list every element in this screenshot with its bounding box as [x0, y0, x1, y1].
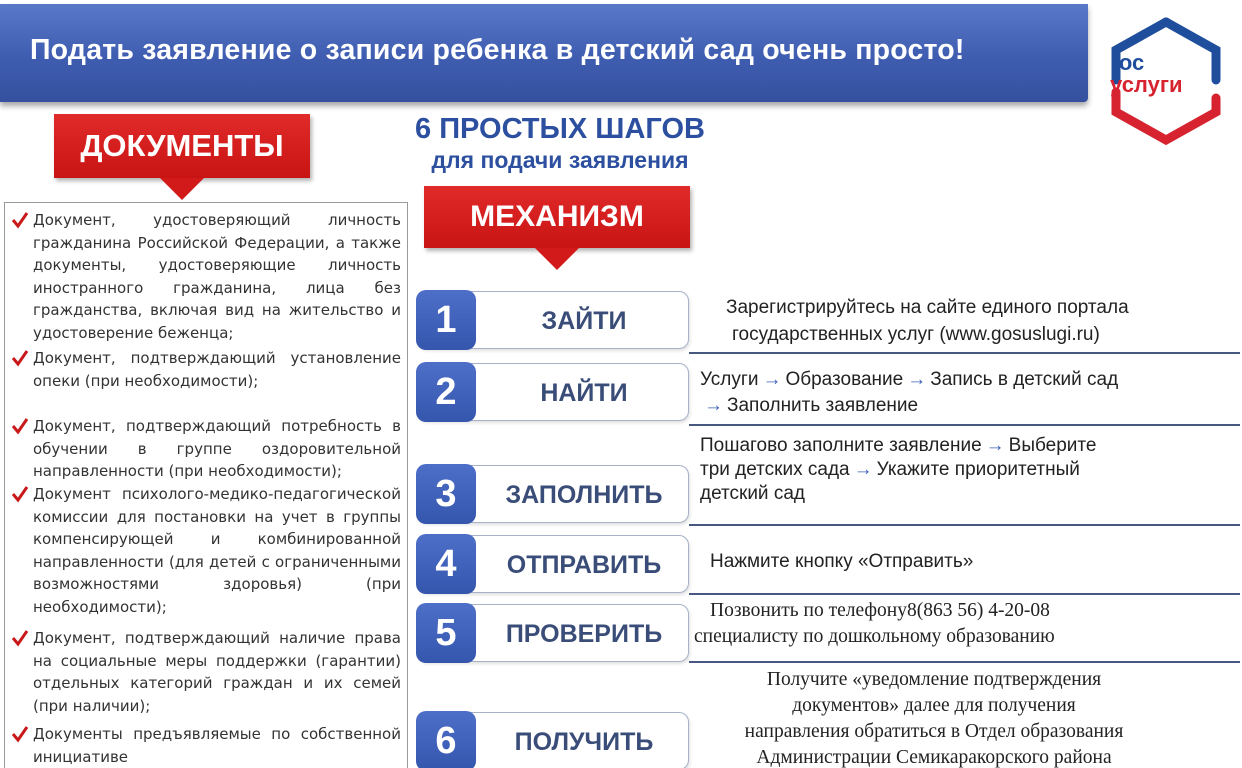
divider	[689, 593, 1240, 595]
arrow-right-icon: →	[985, 435, 1005, 456]
checkmark-icon	[11, 349, 29, 367]
mechanism-label: МЕХАНИЗМ	[424, 186, 690, 248]
step-name: ЗАЙТИ	[541, 307, 627, 335]
step-name: ОТПРАВИТЬ	[506, 551, 662, 579]
arrow-right-icon: →	[907, 369, 927, 390]
step-4	[417, 535, 689, 593]
arrow-down-icon	[160, 178, 204, 200]
divider	[689, 424, 1240, 426]
step-1-desc: Зарегистрируйтесь на сайте единого портала государственных услуг (www.gosuslugi.ru)	[726, 297, 1129, 345]
step-5-desc: Позвонить по телефону8(863 56) 4-20-08 специалисту по дошкольному образованию	[694, 600, 1055, 647]
step-number: 6	[416, 711, 476, 768]
list-item: Документ, подтверждающий наличие права на социальные меры поддержки (гарантии) отдельных категорий граждан и их семей (при наличии);	[13, 627, 401, 717]
list-item: Документ, подтверждающий установление опеки (при необходимости);	[13, 347, 401, 392]
list-item: Документы предъявляемые по собственной инициативе	[13, 723, 401, 768]
checkmark-icon	[11, 725, 29, 743]
arrow-right-icon: →	[762, 369, 782, 390]
page-title: Подать заявление о записи ребенка в детский сад очень просто!	[30, 34, 965, 66]
step-name: ЗАПОЛНИТЬ	[505, 481, 663, 509]
step-4-desc: Нажмите кнопку «Отправить»	[710, 551, 974, 572]
documents-list	[4, 202, 408, 768]
step-number: 4	[416, 534, 476, 594]
list-item: Документ, подтверждающий потребность в обучении в группе оздоровительной направленности (при необходимости);	[13, 415, 401, 483]
step-number: 2	[416, 362, 476, 422]
step-number: 5	[416, 603, 476, 663]
six-steps-heading: 6 ПРОСТЫХ ШАГОВ для подачи заявления	[415, 113, 705, 173]
divider	[689, 352, 1240, 354]
divider	[689, 661, 1240, 663]
step-5	[417, 604, 689, 662]
step-number: 1	[416, 290, 476, 350]
step-3	[417, 465, 689, 523]
step-name: ПОЛУЧИТЬ	[514, 728, 654, 756]
list-item: Документ психолого-медико-педагогической комиссии для постановки на учет в группы компенсирующей и комбинированной направленности (для детей с ограниченными возможностями здоровья) (при необходимости);	[13, 483, 401, 619]
arrow-down-icon	[535, 248, 579, 270]
step-3-desc: Пошагово заполните заявление → Выберите три детских сада → Укажите приоритетный детский сад	[700, 435, 1097, 504]
checkmark-icon	[11, 629, 29, 647]
logo-text: гос услуги	[1110, 50, 1183, 97]
arrow-right-icon: →	[704, 395, 723, 416]
step-name: ПРОВЕРИТЬ	[505, 620, 663, 648]
step-6	[417, 712, 689, 768]
step-2	[417, 363, 689, 421]
step-1	[417, 291, 689, 349]
arrow-right-icon: →	[853, 459, 873, 480]
step-number: 3	[416, 464, 476, 524]
step-name: НАЙТИ	[540, 379, 628, 407]
list-item: Документ, удостоверяющий личность гражданина Российской Федерации, а также документы, удостоверяющие личность иностранного гражданина, лица без гражданства, включая вид на жительство и удостоверение беженца;	[13, 209, 401, 345]
checkmark-icon	[11, 211, 29, 229]
step-2-desc: Услуги → Образование → Запись в детский сад → Заполнить заявление	[700, 369, 1119, 416]
documents-label: ДОКУМЕНТЫ	[54, 114, 310, 178]
divider	[689, 524, 1240, 526]
checkmark-icon	[11, 485, 29, 503]
step-6-desc: Получите «уведомление подтверждения документов» далее для получения направления обратиться в Отдел образования Администрации Семикаракорского района	[744, 669, 1124, 768]
header-banner	[0, 4, 1088, 102]
checkmark-icon	[11, 417, 29, 435]
